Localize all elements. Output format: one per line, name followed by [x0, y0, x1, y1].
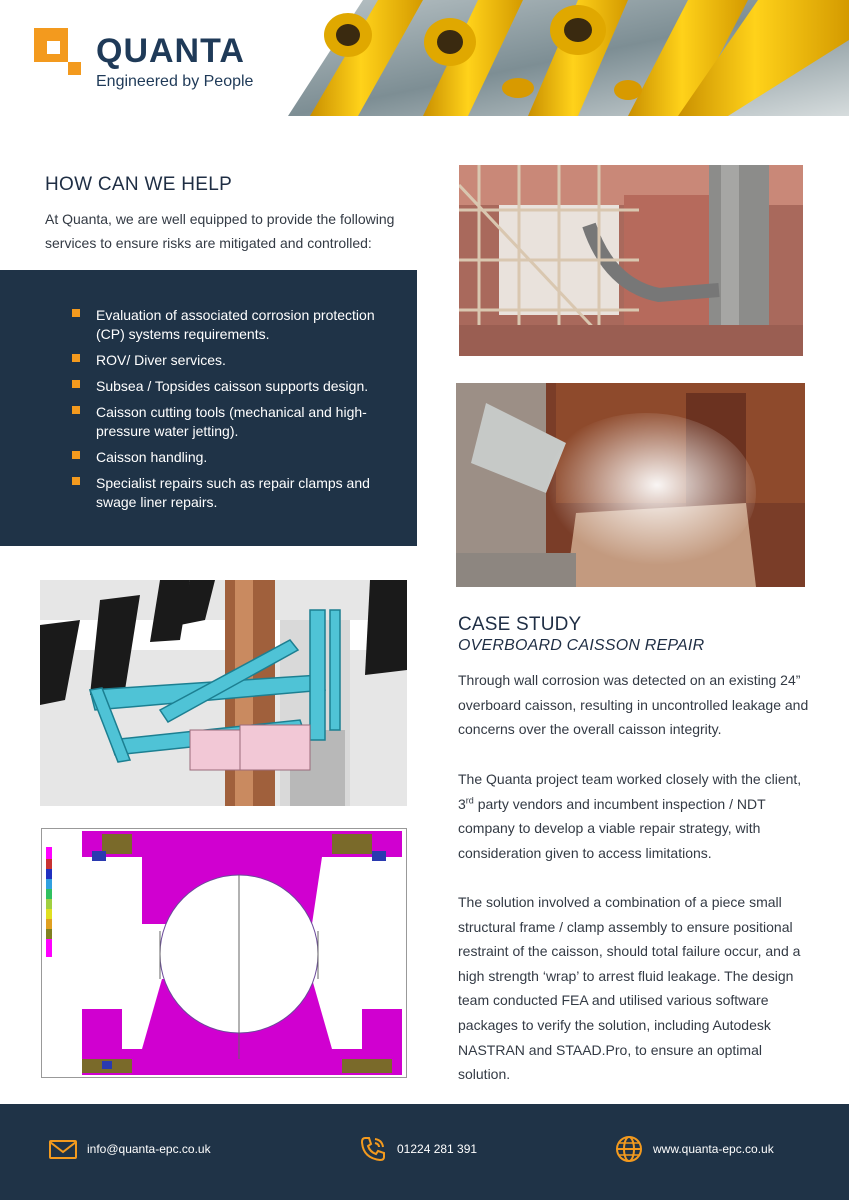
list-item: ROV/ Diver services. — [70, 351, 400, 370]
case-study-title: CASE STUDY — [458, 614, 582, 635]
logo-mark-icon — [34, 28, 84, 78]
list-item: Subsea / Topsides caisson supports design. — [70, 377, 400, 396]
email-contact[interactable] — [48, 1134, 211, 1164]
footer-contact-bar — [0, 1104, 849, 1200]
phone-number[interactable]: 01224 281 391 — [397, 1142, 478, 1156]
help-section-title: HOW CAN WE HELP — [45, 174, 233, 195]
square-bullet-icon — [72, 309, 80, 317]
quanta-logo — [34, 28, 284, 98]
brand-tagline: Engineered by People — [96, 73, 254, 90]
square-bullet-icon — [72, 380, 80, 388]
website-link[interactable]: www.quanta-epc.co.uk — [653, 1142, 774, 1156]
help-intro-text: At Quanta, we are well equipped to provide the following services to ensure risks are mitigated and controlled: — [45, 211, 395, 251]
case-study-paragraph: Through wall corrosion was detected on an existing 24” overboard caisson, resulting in uncontrolled leakage and concerns over the overall caisson integrity. — [458, 672, 809, 738]
square-bullet-icon — [72, 354, 80, 362]
square-bullet-icon — [72, 451, 80, 459]
fea-stress-plot — [41, 828, 407, 1078]
phone-contact[interactable] — [358, 1134, 477, 1164]
list-item: Specialist repairs such as repair clamps and swage liner repairs. — [70, 474, 400, 512]
brand-name: QUANTA — [96, 32, 245, 70]
list-item: Evaluation of associated corrosion protection (CP) systems requirements. — [70, 306, 400, 344]
water-leak-photo — [456, 383, 805, 587]
caisson-scaffold-photo — [459, 165, 803, 356]
square-bullet-icon — [72, 406, 80, 414]
header-photo-yellow-pipes — [288, 0, 849, 116]
website-contact[interactable] — [614, 1134, 774, 1164]
envelope-icon — [48, 1134, 78, 1164]
case-study-paragraph: The Quanta project team worked closely with the client, 3rd party vendors and incumbent inspection / NDT company to develop a viable repair strategy, with consideration given to access limitations. — [458, 771, 802, 861]
phone-icon — [358, 1134, 388, 1164]
globe-icon — [614, 1134, 644, 1164]
list-item: Caisson handling. — [70, 448, 400, 467]
case-study-subtitle: OVERBOARD CAISSON REPAIR — [458, 637, 705, 654]
email-link[interactable]: info@quanta-epc.co.uk — [87, 1142, 211, 1156]
services-panel — [0, 270, 417, 546]
case-study-paragraph: The solution involved a combination of a piece small structural frame / clamp assembly to ensure positional restraint of the caisson, should total failure occur, and a high strength ‘wrap’ to arrest fluid leakage. The design team conducted FEA and utilised various software packages to verify the solution, including Autodesk NASTRAN and STAAD.Pro, to ensure an optimal solution. — [458, 894, 801, 1083]
square-bullet-icon — [72, 477, 80, 485]
services-list — [70, 306, 400, 519]
list-item: Caisson cutting tools (mechanical and high-pressure water jetting). — [70, 403, 400, 441]
clamp-3d-model-render — [40, 580, 407, 806]
